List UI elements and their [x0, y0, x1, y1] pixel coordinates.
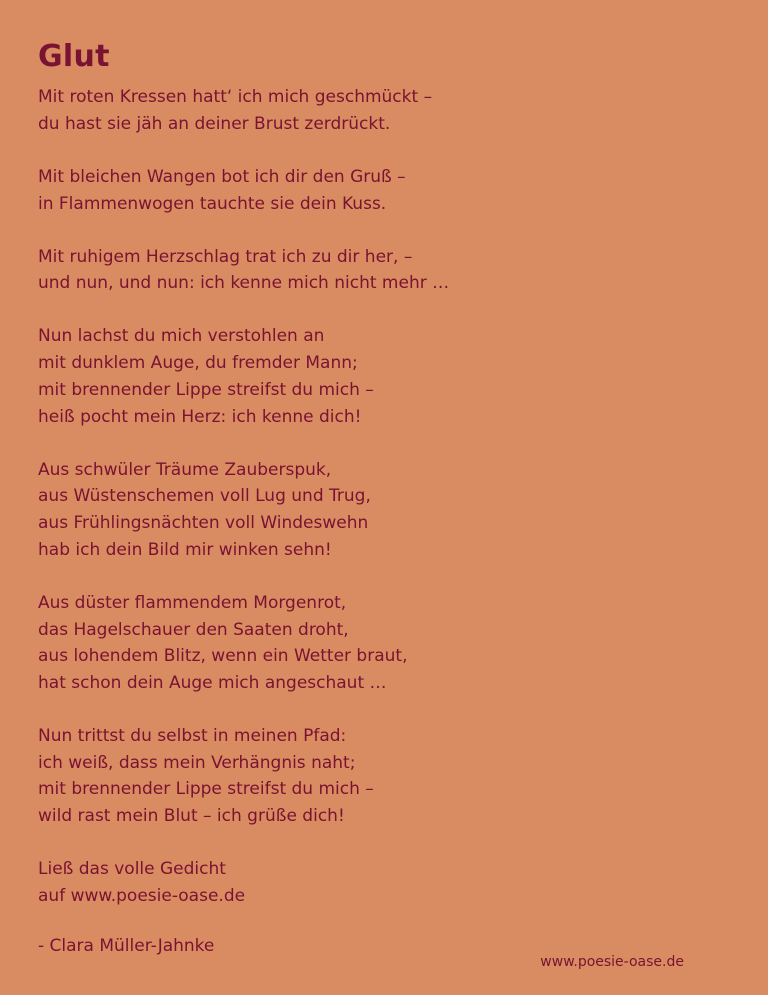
poem-author: - Clara Müller-Jahnke	[38, 936, 215, 956]
poem-title: Glut	[38, 39, 110, 74]
poem-body	[38, 84, 718, 936]
stanza-4	[38, 323, 718, 430]
read-more-link-text: auf www.poesie-oase.de	[38, 885, 246, 906]
poem-line: Aus schwüler Träume Zauberspuk,	[38, 459, 332, 480]
read-more-line: Ließ das volle Gedicht	[38, 859, 226, 880]
poem-line: hat schon dein Auge mich angeschaut …	[38, 672, 387, 693]
poem-line: mit brennender Lippe streifst du mich –	[38, 379, 374, 400]
poem-line: und nun, und nun: ich kenne mich nicht mehr …	[38, 273, 450, 294]
poem-line: aus Wüstenschemen voll Lug und Trug,	[38, 486, 371, 507]
stanza-5	[38, 457, 718, 564]
stanza-2	[38, 164, 718, 217]
poem-line: Mit roten Kressen hatt‘ ich mich geschmückt –	[38, 87, 433, 107]
poem-line: in Flammenwogen tauchte sie dein Kuss.	[38, 193, 387, 214]
poem-line: heiß pocht mein Herz: ich kenne dich!	[38, 406, 362, 427]
poem-line: aus Frühlingsnächten voll Windeswehn	[38, 513, 369, 533]
stanza-1	[38, 84, 718, 137]
poem-line: das Hagelschauer den Saaten droht,	[38, 619, 349, 640]
read-more-note	[38, 856, 718, 909]
stanza-7	[38, 723, 718, 830]
poem-line: Nun lachst du mich verstohlen an	[38, 326, 325, 347]
poem-line: ich weiß, dass mein Verhängnis naht;	[38, 752, 356, 773]
poem-line: Aus düster flammendem Morgenrot,	[38, 592, 347, 613]
poem-line: mit brennender Lippe streifst du mich –	[38, 779, 374, 800]
poem-line: wild rast mein Blut – ich grüße dich!	[38, 806, 345, 827]
poem-line: Nun trittst du selbst in meinen Pfad:	[38, 726, 347, 746]
stanza-3	[38, 244, 718, 297]
poem-line: Mit bleichen Wangen bot ich dir den Gruß –	[38, 166, 406, 187]
website-watermark: www.poesie-oase.de	[540, 954, 684, 970]
poem-line: du hast sie jäh an deiner Brust zerdrückt.	[38, 113, 391, 134]
poem-line: aus lohendem Blitz, wenn ein Wetter braut,	[38, 646, 408, 667]
stanza-6	[38, 590, 718, 697]
poem-line: hab ich dein Bild mir winken sehn!	[38, 539, 332, 560]
poem-line: mit dunklem Auge, du fremder Mann;	[38, 353, 358, 374]
poem-line: Mit ruhigem Herzschlag trat ich zu dir her, –	[38, 246, 413, 267]
